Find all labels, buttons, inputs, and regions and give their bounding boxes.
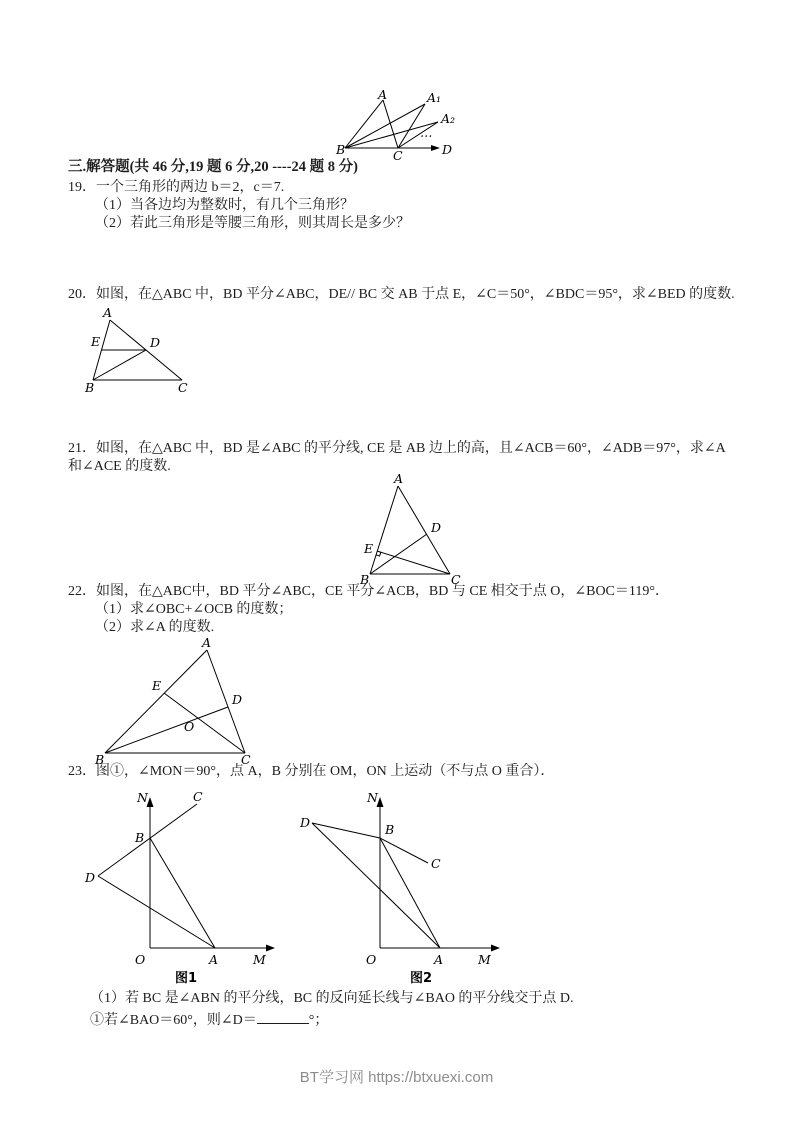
- figure-problem-22-lines: [105, 650, 245, 753]
- point-label-O: O: [184, 719, 195, 734]
- point-label-B: B: [135, 830, 145, 845]
- point-label-D: D: [300, 815, 311, 830]
- point-label-D: D: [85, 870, 96, 885]
- figure-triangle-fan-lines: [345, 100, 440, 151]
- point-label-O: O: [366, 952, 377, 967]
- problem-23-q1: （1）若 BC 是∠ABN 的平分线，BC 的反向延长线与∠BAO 的平分线交于点 D.: [90, 991, 574, 1006]
- figure-problem-22: [95, 635, 265, 767]
- figure-problem-20-lines: [93, 320, 182, 380]
- point-label-C: C: [193, 789, 203, 804]
- section-header: 三.解答题(共 46 分,19 题 6 分,20 ----24 题 8 分): [68, 159, 358, 175]
- point-label-O: O: [135, 952, 146, 967]
- point-label-B: B: [95, 752, 105, 767]
- problem-23-q2-prefix: ①若∠BAO＝60°，则∠D＝: [90, 1013, 257, 1028]
- point-label-D: D: [232, 692, 243, 707]
- figure-23-diagram-1: [85, 788, 285, 986]
- problem-19-q1: （1）当各边均为整数时，有几个三角形？: [95, 198, 354, 213]
- point-label-A: A: [434, 952, 444, 967]
- problem-19-title: 19．一个三角形的两边 b＝2，c＝7.: [68, 180, 285, 195]
- point-label-A: A: [202, 635, 212, 650]
- ellipsis-dots: ⋯: [419, 128, 432, 143]
- point-label-E: E: [364, 541, 374, 556]
- figure-problem-20: [85, 305, 195, 396]
- problem-21-title-line1: 21．如图，在△ABC 中，BD 是∠ABC 的平分线, CE 是 AB 边上的高，且∠ACB＝60°，∠ADB＝97°，求∠A: [68, 441, 726, 456]
- point-label-C: C: [451, 572, 461, 587]
- point-label-B: B: [360, 572, 370, 587]
- problem-22-q1: （1）求∠OBC+∠OCB 的度数；: [95, 602, 293, 617]
- point-label-A: A: [103, 305, 113, 320]
- point-label-A: A: [209, 952, 219, 967]
- point-label-B: B: [385, 822, 395, 837]
- point-label-M: M: [253, 952, 266, 967]
- problem-21-title-line2: 和∠ACE 的度数.: [68, 459, 171, 474]
- point-label-D: D: [442, 142, 453, 157]
- figure-problem-21: [358, 471, 468, 587]
- problem-23-title: 23．图①，∠MON＝90°，点 A，B 分别在 OM，ON 上运动（不与点 O 重合）．: [68, 764, 555, 779]
- point-label-A2: A₂: [441, 111, 456, 126]
- point-label-B: B: [85, 380, 95, 395]
- point-label-N: N: [137, 790, 148, 805]
- figure-caption-1: 图1: [175, 971, 198, 986]
- figure-caption-2: 图2: [410, 971, 433, 986]
- point-label-C: C: [241, 752, 251, 767]
- figure-23-diagram-1-lines: [98, 797, 275, 952]
- point-label-A: A: [394, 471, 404, 486]
- point-label-E: E: [91, 334, 101, 349]
- point-label-C: C: [393, 148, 403, 163]
- problem-19-q2: （2）若此三角形是等腰三角形，则其周长是多少？: [95, 216, 410, 231]
- footer-watermark: BT学习网 https://btxuexi.com: [299, 1069, 494, 1086]
- point-label-A1: A₁: [427, 90, 442, 105]
- answer-blank-angle-d: [257, 1010, 309, 1024]
- problem-20-title: 20．如图，在△ABC 中，BD 平分∠ABC，DE// BC 交 AB 于点 E，∠C＝50°，∠BDC＝95°，求∠BED 的度数.: [68, 287, 735, 302]
- point-label-D: D: [431, 520, 442, 535]
- problem-23-q2: [90, 1010, 328, 1030]
- problem-22-q2: （2）求∠A 的度数.: [95, 620, 215, 635]
- point-label-M: M: [478, 952, 491, 967]
- point-label-A: A: [378, 87, 388, 102]
- point-label-B: B: [336, 142, 346, 157]
- point-label-D: D: [150, 335, 161, 350]
- problem-23-q2-suffix: °；: [308, 1013, 329, 1028]
- point-label-N: N: [367, 790, 378, 805]
- figure-23-diagram-2-lines: [312, 797, 500, 952]
- point-label-E: E: [152, 678, 162, 693]
- problem-22-title: 22．如图，在△ABC中，BD 平分∠ABC，CE 平分∠ACB，BD 与 CE 相交于点 O，∠BOC＝119°．: [68, 584, 669, 599]
- figure-23-diagram-2: [300, 788, 510, 986]
- figure-triangle-fan: [335, 87, 465, 163]
- point-label-C: C: [431, 856, 441, 871]
- point-label-C: C: [178, 380, 188, 395]
